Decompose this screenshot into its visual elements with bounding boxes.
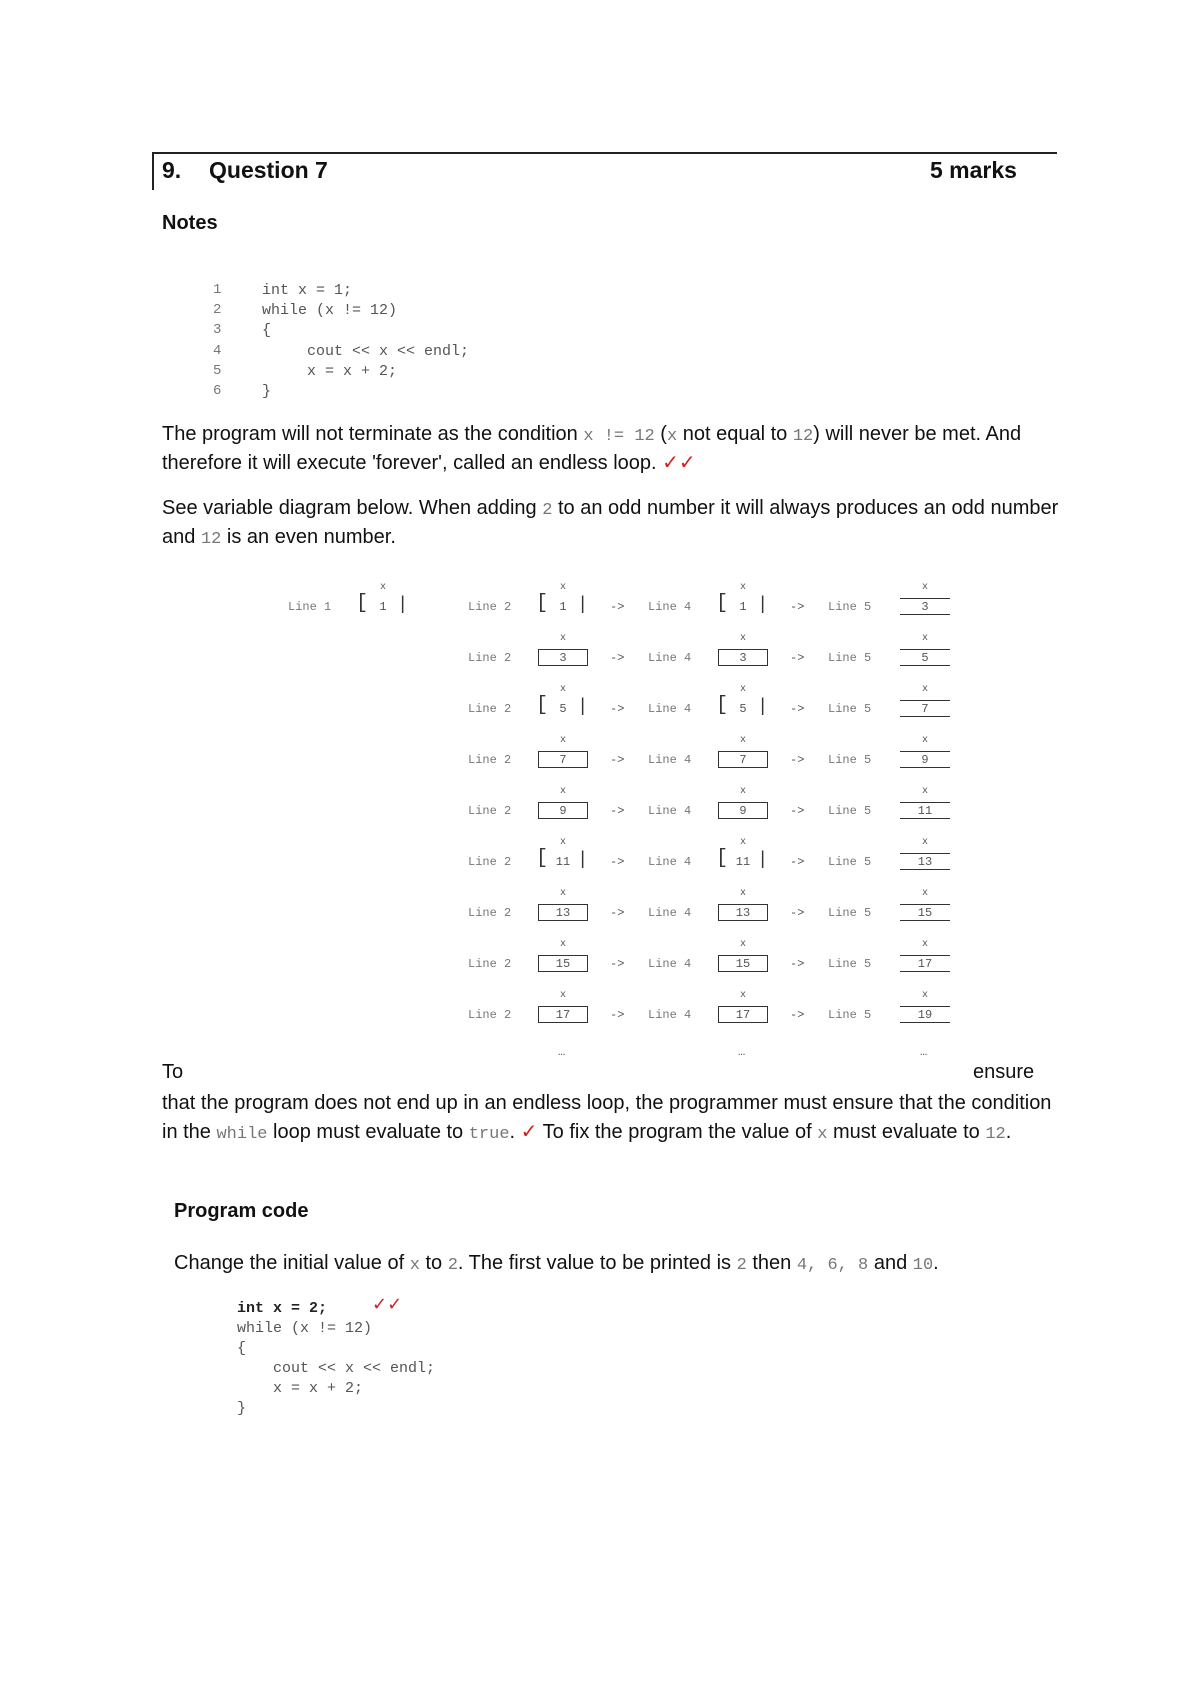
code-line: {	[262, 322, 272, 339]
paragraph-change-initial	[174, 1250, 1094, 1279]
diagram-line-label: Line 2	[468, 651, 512, 665]
text: that the program does not end up in an endless loop, the programmer must ensure that the condition in the	[162, 1092, 1052, 1143]
diagram-arrow: ->	[790, 651, 805, 665]
text: to an odd number it will always produces an odd number and	[162, 497, 1059, 548]
diagram-var-label: x	[559, 786, 566, 797]
tick-marks: ✓✓	[662, 452, 696, 474]
diagram-line-label: Line 2	[468, 753, 512, 767]
diagram-arrow: ->	[790, 804, 805, 818]
diagram-line-label: Line 4	[648, 600, 692, 614]
diagram-var-label: x	[921, 939, 928, 950]
diagram-line-label: Line 2	[468, 600, 512, 614]
diagram-value-box: 11	[900, 802, 950, 819]
line-number: 2	[213, 302, 222, 318]
diagram-line-label: Line 4	[648, 651, 692, 665]
diagram-line-label: Line 5	[828, 804, 872, 818]
diagram-value-box: 13	[718, 904, 768, 921]
text: must evaluate to	[827, 1121, 986, 1143]
diagram-line-label: Line 5	[828, 600, 872, 614]
diagram-var-label: x	[739, 684, 746, 695]
text: ) will never be met. And therefore it will execute 'forever', called an endless loop.	[162, 423, 1022, 474]
diagram-line-label: Line 2	[468, 804, 512, 818]
diagram-value-box: 3	[718, 649, 768, 666]
code-line: cout << x << endl;	[237, 1360, 436, 1377]
line-number: 1	[213, 282, 222, 298]
diagram-line-label: Line 2	[468, 702, 512, 716]
line-number: 3	[213, 322, 222, 338]
text: The program will not terminate as the condition	[162, 423, 584, 445]
text: (	[654, 423, 667, 445]
diagram-var-label: x	[739, 582, 746, 593]
diagram-var-label: x	[559, 633, 566, 644]
diagram-arrow: ->	[610, 957, 625, 971]
diagram-line-label: Line 2	[468, 957, 512, 971]
diagram-value-box: 3	[538, 649, 588, 666]
diagram-value-box: [ 5 |	[538, 700, 588, 718]
diagram-value-box: 7	[538, 751, 588, 768]
diagram-line-label: Line 4	[648, 804, 692, 818]
diagram-var-label: x	[921, 786, 928, 797]
question-number: 9.	[162, 157, 182, 183]
diagram-line-label: Line 4	[648, 702, 692, 716]
tick-marks: ✓✓	[372, 1294, 403, 1314]
inline-code: 2	[736, 1256, 747, 1275]
diagram-value-box: 7	[718, 751, 768, 768]
text: .	[509, 1121, 521, 1143]
diagram-arrow: ->	[610, 804, 625, 818]
diagram-line-label: Line 4	[648, 957, 692, 971]
diagram-var-label: x	[559, 735, 566, 746]
diagram-var-label: x	[921, 888, 928, 899]
text: .	[1005, 1121, 1012, 1143]
inline-code: x != 12	[583, 427, 655, 446]
diagram-value-box: 7	[900, 700, 950, 717]
text: .	[933, 1252, 939, 1274]
diagram-arrow: ->	[610, 651, 625, 665]
diagram-arrow: ->	[610, 702, 625, 716]
diagram-arrow: ->	[610, 855, 625, 869]
diagram-var-label: x	[379, 582, 386, 593]
inline-code: 2	[447, 1256, 458, 1275]
diagram-var-label: x	[739, 735, 746, 746]
word-ensure: ensure	[973, 1061, 1035, 1083]
text: . The first value to be printed is	[457, 1252, 737, 1274]
text: to	[419, 1252, 448, 1274]
diagram-value-box: 17	[900, 955, 950, 972]
diagram-line-label: Line 4	[648, 855, 692, 869]
text: loop must evaluate to	[267, 1121, 469, 1143]
diagram-var-label: x	[559, 939, 566, 950]
code-line: int x = 1;	[262, 282, 353, 299]
diagram-value-box: 13	[538, 904, 588, 921]
diagram-value-box: 15	[538, 955, 588, 972]
diagram-arrow: ->	[790, 957, 805, 971]
diagram-arrow: ->	[610, 600, 625, 614]
inline-code: 12	[200, 530, 222, 549]
text: and	[868, 1252, 913, 1274]
diagram-arrow: ->	[790, 1008, 805, 1022]
diagram-arrow: ->	[790, 906, 805, 920]
diagram-line-label: Line 5	[828, 1008, 872, 1022]
diagram-line-label: Line 5	[828, 906, 872, 920]
diagram-line-label: Line 5	[828, 702, 872, 716]
diagram-ellipsis: …	[558, 1045, 566, 1059]
diagram-line-label: Line 5	[828, 651, 872, 665]
paragraph-endless-loop	[162, 421, 1082, 477]
diagram-arrow: ->	[610, 753, 625, 767]
diagram-value-box: 9	[538, 802, 588, 819]
diagram-arrow: ->	[790, 753, 805, 767]
diagram-line-label: Line 5	[828, 957, 872, 971]
diagram-value-box: [ 5 |	[718, 700, 768, 718]
diagram-ellipsis: …	[738, 1045, 746, 1059]
text: Change the initial value of	[174, 1252, 410, 1274]
diagram-var-label: x	[559, 837, 566, 848]
heading-rule-top	[152, 152, 1057, 154]
diagram-value-box: 9	[718, 802, 768, 819]
code-line: x = x + 2;	[262, 363, 398, 380]
inline-code: 12	[985, 1125, 1006, 1144]
diagram-line-label: Line 5	[828, 753, 872, 767]
diagram-line-label: Line 2	[468, 1008, 512, 1022]
notes-heading: Notes	[162, 212, 218, 234]
inline-code: true	[468, 1125, 510, 1144]
question-title: Question 7	[209, 157, 328, 183]
diagram-value-box: 17	[538, 1006, 588, 1023]
diagram-var-label: x	[921, 990, 928, 1001]
diagram-var-label: x	[739, 837, 746, 848]
inline-code: x	[409, 1256, 420, 1275]
diagram-var-label: x	[921, 735, 928, 746]
text: is an even number.	[221, 526, 396, 548]
code-line: while (x != 12)	[237, 1320, 373, 1337]
line-number: 6	[213, 383, 222, 399]
question-marks: 5 marks	[930, 157, 1017, 183]
diagram-value-box: 3	[900, 598, 950, 615]
diagram-var-label: x	[921, 837, 928, 848]
text: To fix the program the value of	[537, 1121, 818, 1143]
diagram-line-label: Line 4	[648, 753, 692, 767]
diagram-line-label: Line 4	[648, 1008, 692, 1022]
word-to: To	[162, 1061, 184, 1083]
diagram-line-label: Line 5	[828, 855, 872, 869]
diagram-arrow: ->	[610, 1008, 625, 1022]
diagram-arrow: ->	[610, 906, 625, 920]
text: not equal to	[677, 423, 793, 445]
code-line: x = x + 2;	[237, 1380, 364, 1397]
inline-code: 12	[792, 427, 814, 446]
diagram-value-box: 15	[900, 904, 950, 921]
diagram-value-box: [ 11 |	[718, 853, 768, 871]
diagram-var-label: x	[921, 684, 928, 695]
diagram-line-label: Line 2	[468, 855, 512, 869]
diagram-var-label: x	[921, 582, 928, 593]
diagram-arrow: ->	[790, 702, 805, 716]
diagram-arrow: ->	[790, 600, 805, 614]
line-number: 4	[213, 343, 222, 359]
tick-mark: ✓	[520, 1121, 538, 1143]
diagram-value-box: 17	[718, 1006, 768, 1023]
diagram-value-box: 15	[718, 955, 768, 972]
diagram-value-box: 19	[900, 1006, 950, 1023]
diagram-value-box: [ 1 |	[358, 598, 408, 616]
diagram-line-label: Line 1	[288, 600, 332, 614]
diagram-value-box: [ 1 |	[718, 598, 768, 616]
code-line: {	[237, 1340, 247, 1357]
diagram-ellipsis: …	[920, 1045, 928, 1059]
diagram-var-label: x	[739, 888, 746, 899]
inline-code: x	[666, 427, 678, 446]
line-number: 5	[213, 363, 222, 379]
code-line: cout << x << endl;	[262, 343, 470, 360]
code-line: while (x != 12)	[262, 302, 398, 319]
diagram-var-label: x	[739, 786, 746, 797]
diagram-var-label: x	[559, 990, 566, 1001]
paragraph-variable-diagram	[162, 495, 1082, 553]
inline-code: x	[817, 1125, 828, 1144]
diagram-arrow: ->	[790, 855, 805, 869]
code-line: int x = 2;	[237, 1300, 328, 1317]
paragraph-fix	[162, 1089, 1067, 1149]
diagram-value-box: [ 11 |	[538, 853, 588, 871]
diagram-var-label: x	[921, 633, 928, 644]
program-code-heading: Program code	[174, 1200, 309, 1222]
diagram-value-box: [ 1 |	[538, 598, 588, 616]
diagram-line-label: Line 4	[648, 906, 692, 920]
inline-code: while	[216, 1125, 268, 1144]
diagram-value-box: 5	[900, 649, 950, 666]
diagram-var-label: x	[739, 939, 746, 950]
inline-code: 2	[542, 501, 553, 520]
diagram-var-label: x	[559, 684, 566, 695]
code-line: }	[262, 383, 272, 400]
diagram-value-box: 9	[900, 751, 950, 768]
diagram-var-label: x	[739, 633, 746, 644]
diagram-var-label: x	[739, 990, 746, 1001]
diagram-var-label: x	[559, 888, 566, 899]
diagram-line-label: Line 2	[468, 906, 512, 920]
variable-diagram	[280, 582, 970, 1062]
heading-rule-left	[152, 152, 154, 190]
code-line: }	[237, 1400, 247, 1417]
text: See variable diagram below. When adding	[162, 497, 543, 519]
diagram-var-label: x	[559, 582, 566, 593]
text: then	[746, 1252, 797, 1274]
inline-code: 4, 6, 8	[796, 1256, 869, 1275]
inline-code: 10	[912, 1256, 934, 1275]
diagram-value-box: 13	[900, 853, 950, 870]
